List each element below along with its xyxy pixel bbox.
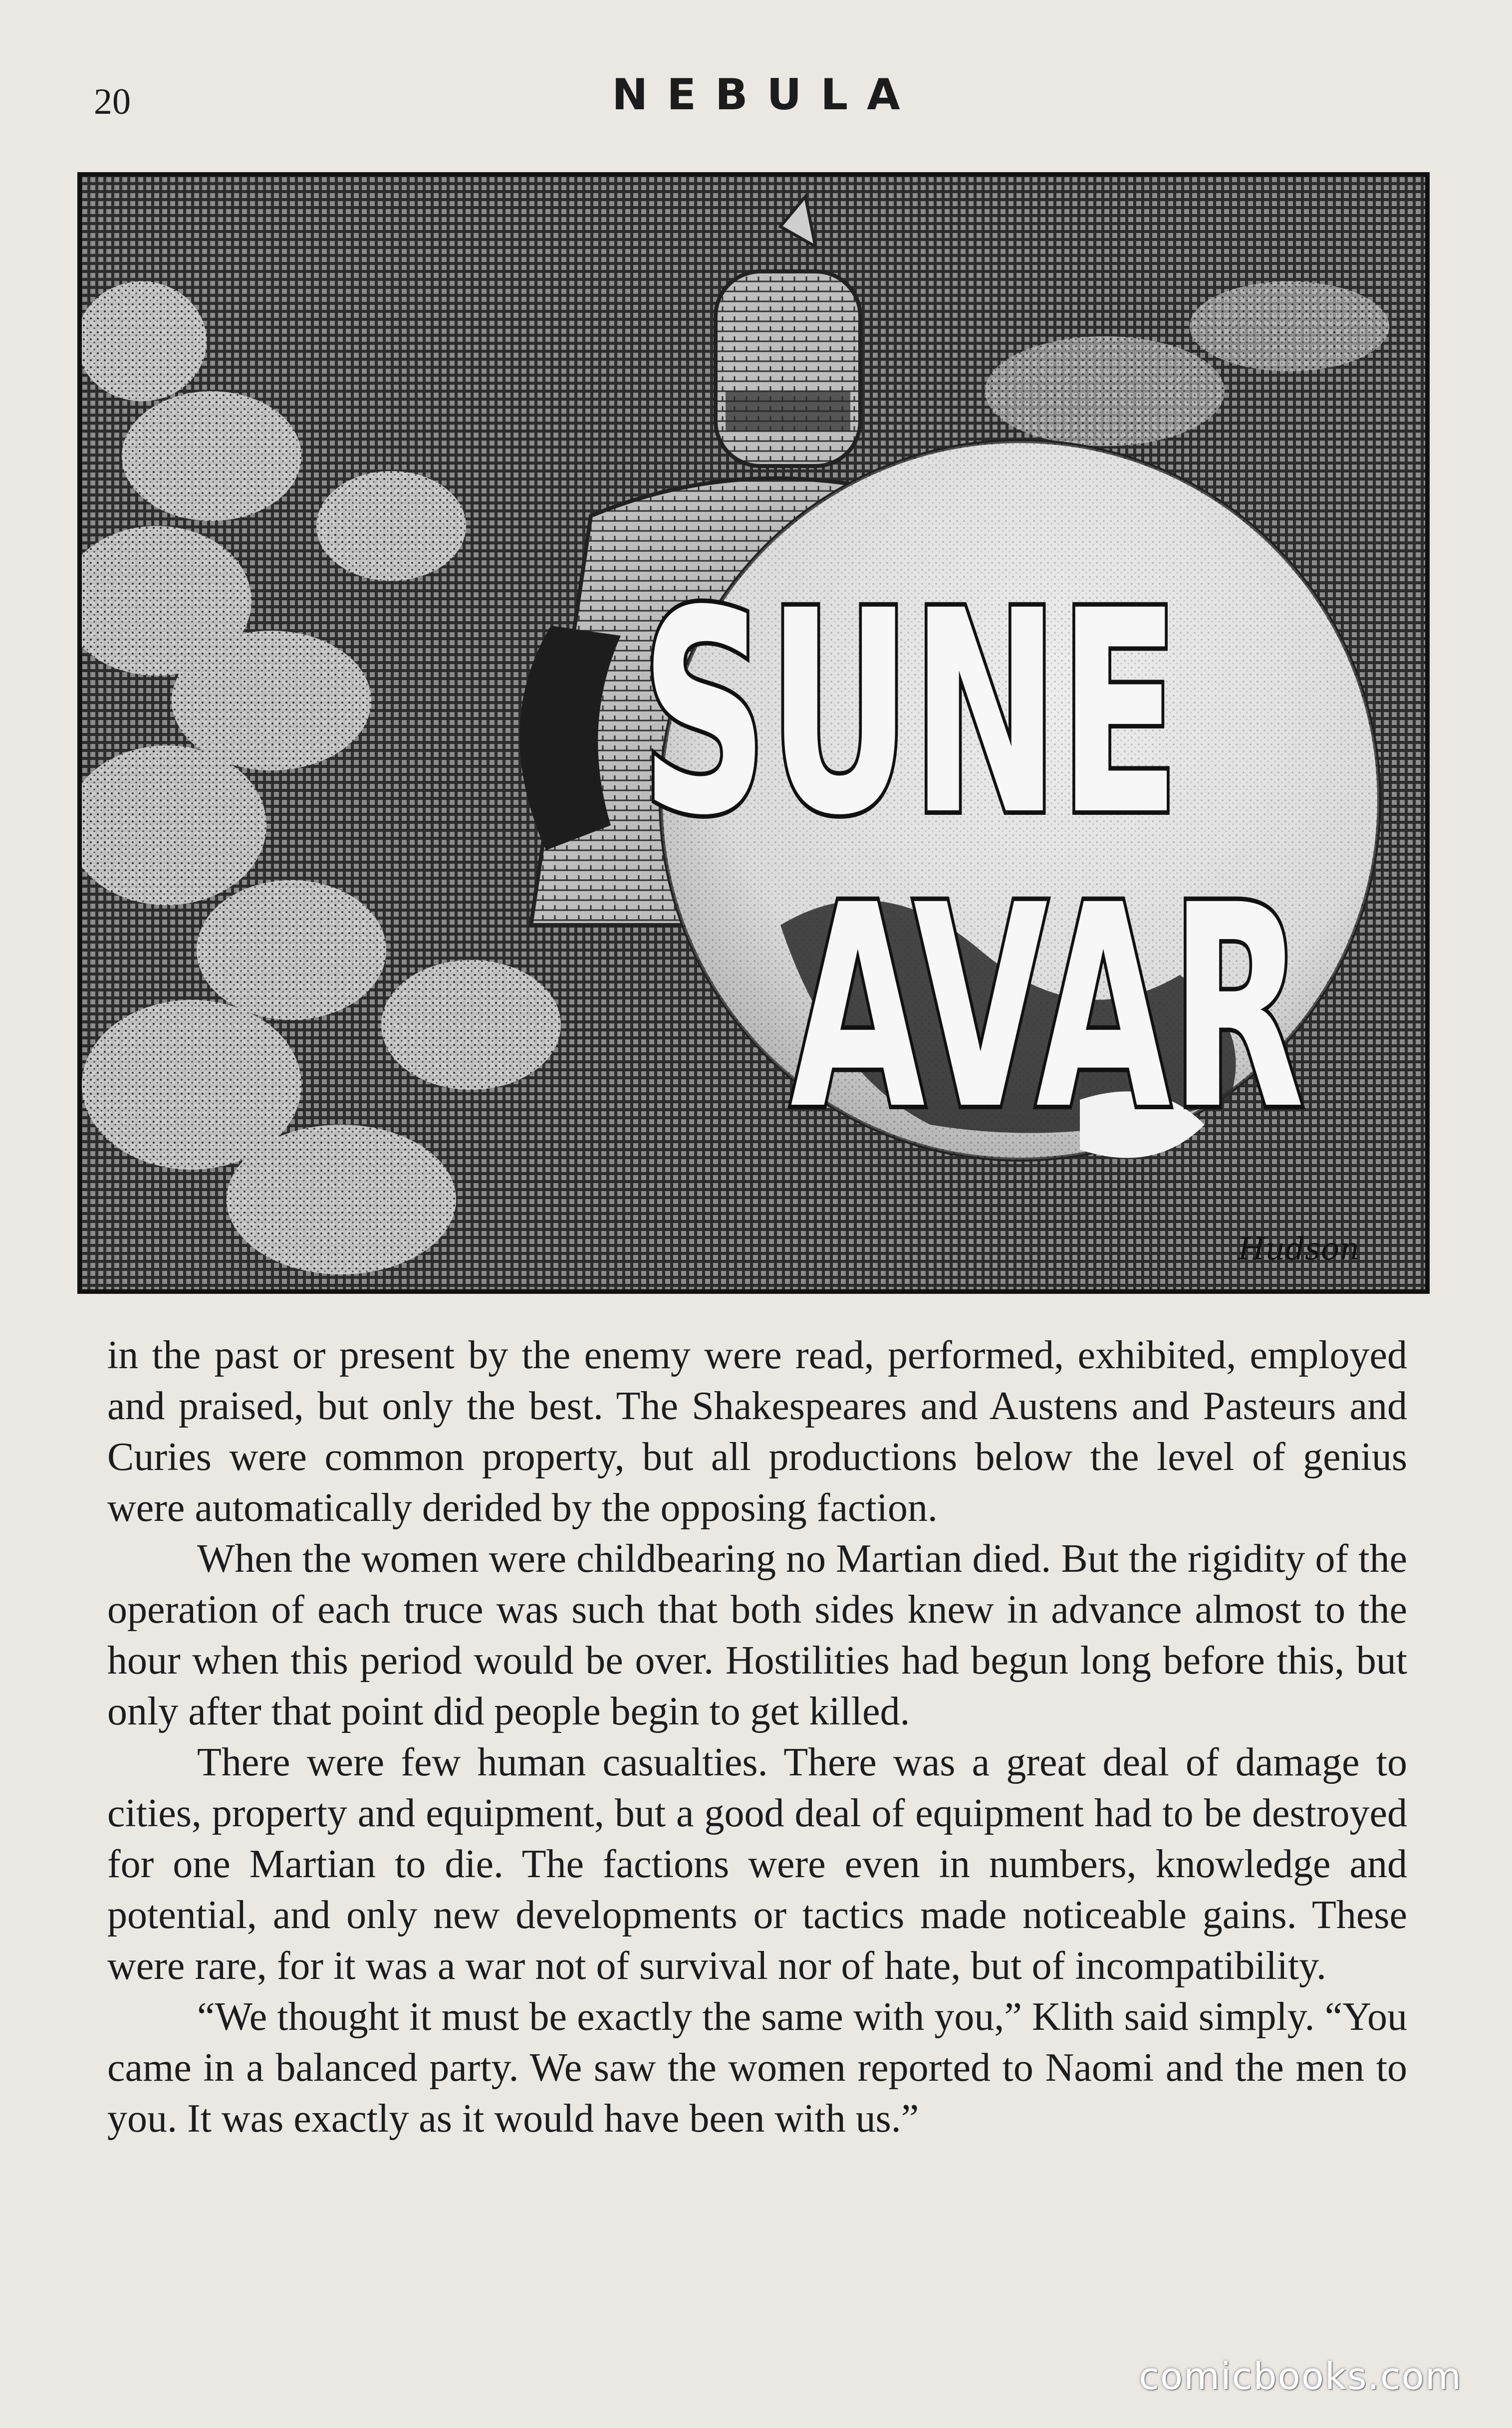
paragraph: in the past or present by the enemy were read, performed, exhibited, employed and praised, but only the best. The Shakespeares and Austens and Pasteurs and Curies were common property, but all productions below the level of genius were automatically derided by the opposing faction.	[107, 1333, 1407, 1530]
magazine-title: NEBULA	[612, 70, 919, 120]
artist-signature: Hudson	[1238, 1230, 1359, 1267]
illustration-artwork	[82, 177, 1425, 1289]
body-text	[107, 1330, 1407, 2144]
story-title-line-2: AVAR	[790, 846, 1304, 1171]
paragraph: “We thought it must be exactly the same with you,” Klith said simply. “You came in a balanced party. We saw the women reported to Naomi and the men to you. It was exactly as it would have been with us.”	[107, 1995, 1407, 2141]
paragraph: There were few human casualties. There was a great deal of damage to cities, property and equipment, but a good deal of equipment had to be destroyed for one Martian to die. The factions were even in numbers, knowledge and potential, and only new developments or tactics made noticeable gains. These were rare, for it was a war not of survival nor of hate, but of incompatibility.	[107, 1740, 1407, 1988]
paragraph: When the women were childbearing no Martian died. But the rigidity of the operation of each truce was such that both sides knew in advance almost to the hour when this period would be over. Hostilities had begun long before this, but only after that point did people begin to get killed.	[107, 1537, 1407, 1733]
story-illustration	[77, 172, 1430, 1294]
watermark: comicbooks.com	[1139, 2355, 1462, 2398]
story-title-line-1: SUNE	[641, 551, 1180, 877]
page-number: 20	[94, 81, 131, 122]
